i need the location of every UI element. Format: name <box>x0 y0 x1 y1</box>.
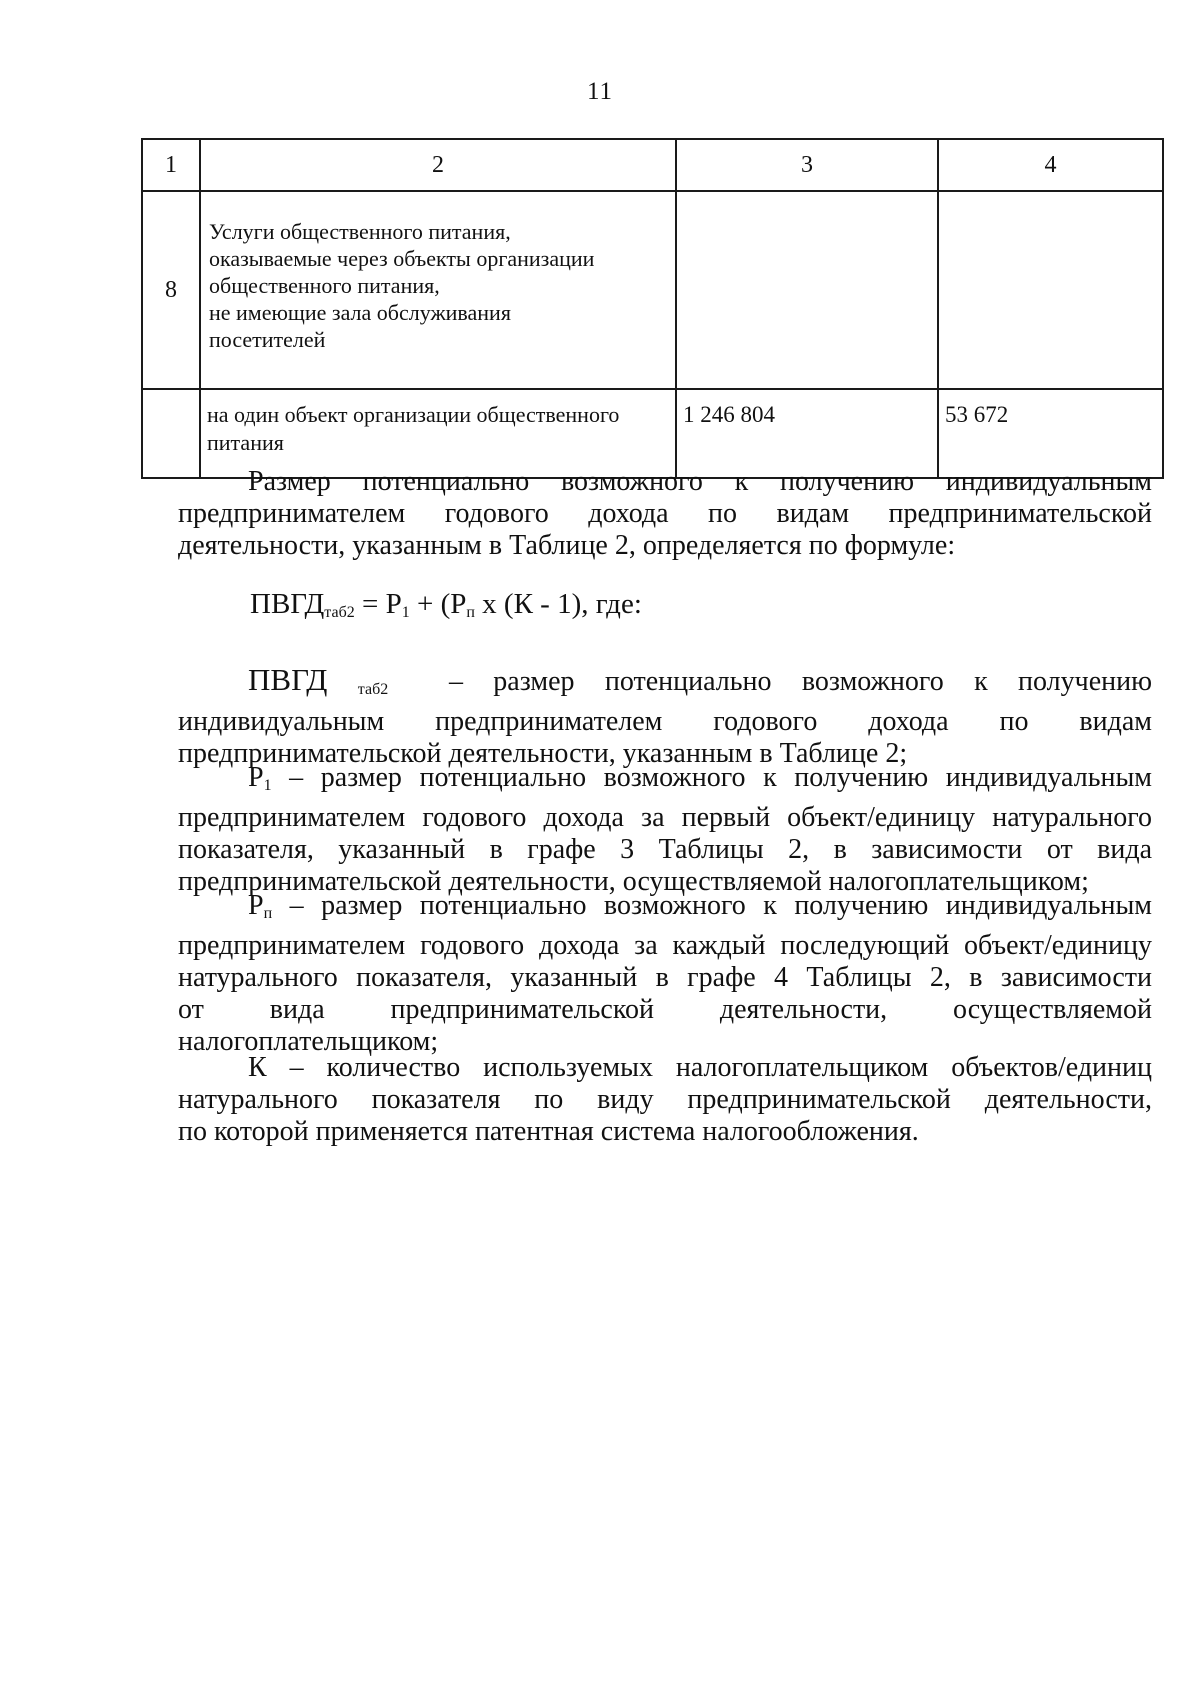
definition-pvgd <box>178 664 1152 770</box>
text-line: предпринимателем годового дохода за каждый последующий объект/единицу <box>178 930 1152 961</box>
service-description <box>200 191 676 389</box>
text-line: предпринимательской деятельности, осуществляемой налогоплательщиком; <box>178 866 1089 897</box>
header-col-1: 1 <box>142 139 200 191</box>
row-number: 8 <box>142 191 200 389</box>
tax-table <box>141 138 1164 479</box>
next-object-value: 53 672 <box>938 389 1163 478</box>
text-line: от вида предпринимательской деятельности, осуществляемой <box>178 994 1152 1025</box>
definition-pn <box>178 890 1152 1058</box>
unit-description: на один объект организации общественного питания <box>200 389 676 478</box>
text-line: индивидуальным предпринимателем годового дохода по видам <box>178 706 1152 737</box>
desc-line: оказываемые через объекты организации <box>209 246 595 271</box>
intro-paragraph <box>178 466 1152 562</box>
text-line: ПВГД $_{таб2}$ – размер потенциально возможного к получению <box>248 662 1153 698</box>
table-row <box>142 389 1163 478</box>
text-line: показателя, указанный в графе 3 Таблицы 2, в зависимости от вида <box>178 834 1152 865</box>
page-number: 11 <box>586 78 614 105</box>
desc-line: посетителей <box>209 327 326 352</box>
text-line: $Р_1$ – размер потенциально возможного к получению индивидуальным <box>248 762 1152 794</box>
definition-p1 <box>178 762 1152 898</box>
empty-cell <box>142 389 200 478</box>
text-line: предпринимателем годового дохода по видам предпринимательской <box>178 498 1152 529</box>
text-line: К – количество используемых налогоплательщиком объектов/единиц <box>248 1052 1152 1083</box>
header-col-4: 4 <box>938 139 1163 191</box>
text-line: $Р_п$ – размер потенциально возможного к получению индивидуальным <box>248 890 1152 922</box>
text-line: натурального показателя по виду предпринимательской деятельности, <box>178 1084 1152 1115</box>
table-header-row <box>142 139 1163 191</box>
text-line: по которой применяется патентная система налогообложения. <box>178 1116 919 1147</box>
text-line: предпринимателем годового дохода за первый объект/единицу натурального <box>178 802 1152 833</box>
header-col-2: 2 <box>200 139 676 191</box>
text-line: предпринимательской деятельности, указанным в Таблице 2; <box>178 738 908 769</box>
desc-line: Услуги общественного питания, <box>209 219 511 244</box>
header-col-3: 3 <box>676 139 938 191</box>
first-object-value: 1 246 804 <box>676 389 938 478</box>
desc-line: общественного питания, <box>209 273 440 298</box>
text-line: Размер потенциально возможного к получению индивидуальным <box>248 466 1152 497</box>
empty-cell <box>676 191 938 389</box>
text-line: деятельности, указанным в Таблице 2, определяется по формуле: <box>178 530 956 561</box>
text-line: натурального показателя, указанный в графе 4 Таблицы 2, в зависимости <box>178 962 1152 993</box>
table-row <box>142 191 1163 389</box>
formula: $ПВГД_{таб2} = Р_1 + (Р_п$ х (К - 1), где: <box>250 588 642 621</box>
text-line: налогоплательщиком; <box>178 1026 439 1057</box>
empty-cell <box>938 191 1163 389</box>
definition-k <box>178 1052 1152 1148</box>
desc-line: не имеющие зала обслуживания <box>209 300 511 325</box>
